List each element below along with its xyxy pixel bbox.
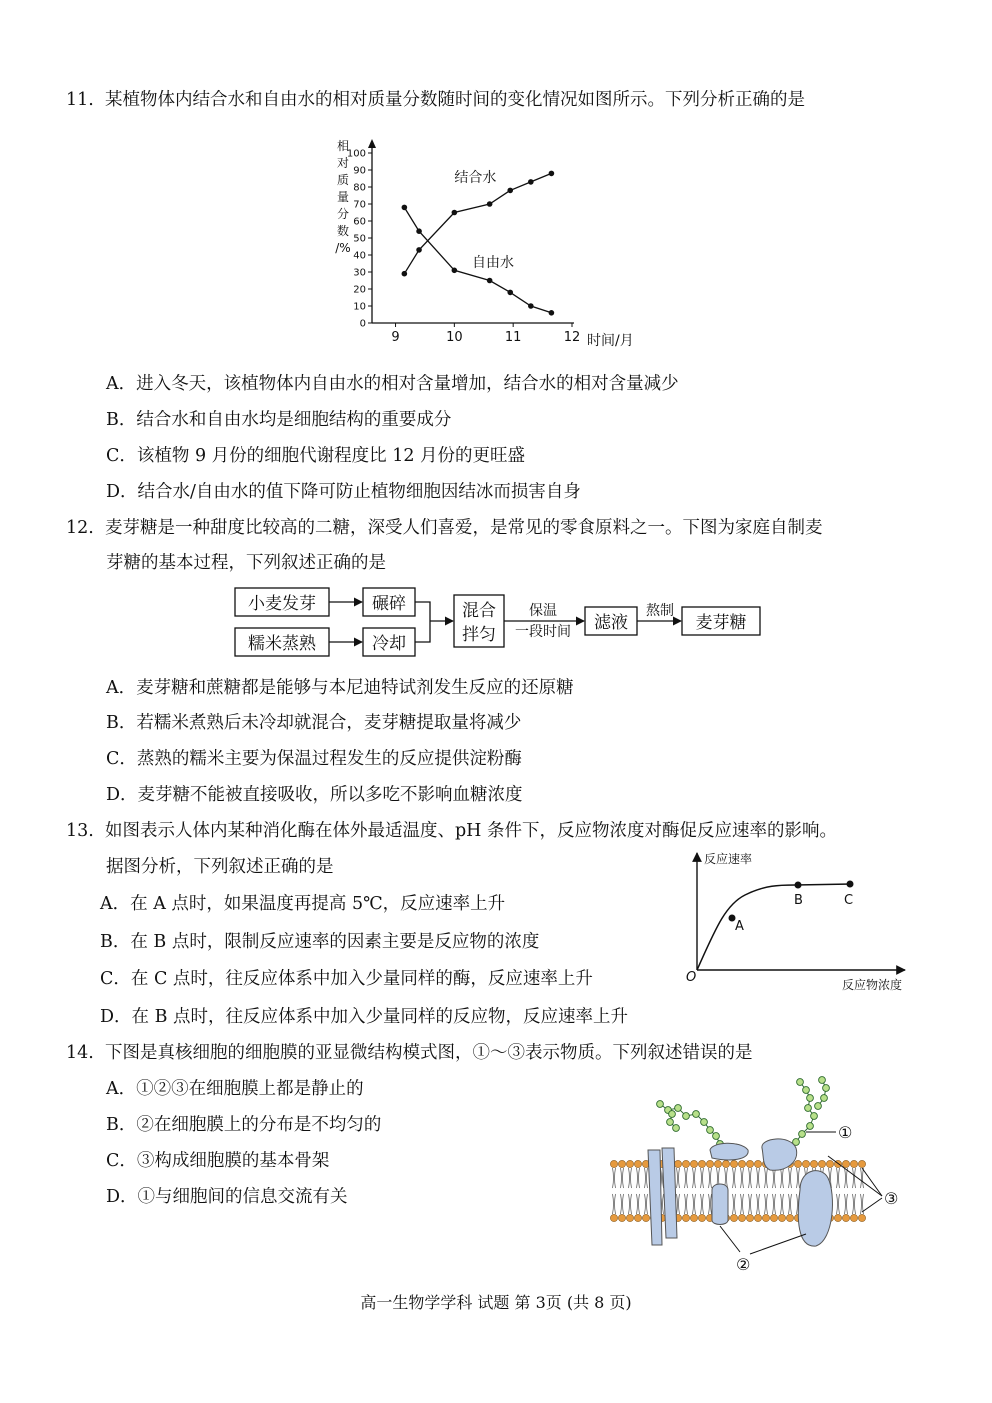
q13-stem-line2: 据图分析，下列叙述正确的是 [106, 857, 334, 877]
sugar-unit [811, 1113, 818, 1120]
q12-stem [66, 517, 822, 539]
q13-enzyme-graph [680, 845, 920, 999]
q13-option-b: B．在 B 点时，限制反应速率的因素主要是反应物的浓度 [100, 932, 540, 952]
flow-label-maltose: 麦芽糖 [695, 613, 747, 633]
lipid-head [858, 1160, 865, 1167]
lipid-tail [693, 1168, 696, 1188]
q11-option-d: D．结合水/自由水的值下降可防止植物细胞因结冰而损害自身 [106, 482, 581, 502]
lipid-head [778, 1214, 785, 1221]
lipid-head [690, 1160, 697, 1167]
lipid-tail [701, 1194, 704, 1214]
flow-label-duration: 一段时间 [515, 624, 571, 640]
sugar-unit [683, 1113, 690, 1120]
q13-option-c: C．在 C 点时，往反应体系中加入少量同样的酶，反应速率上升 [100, 969, 593, 989]
lipid-tail [837, 1168, 840, 1188]
data-point-2 [487, 278, 493, 284]
q14-option-b: B．②在细胞膜上的分布是不均匀的 [106, 1115, 382, 1135]
sugar-unit [823, 1085, 830, 1092]
lipid-tail [685, 1168, 688, 1188]
y-tick-label: 40 [353, 250, 366, 262]
q14-stem [66, 1042, 752, 1064]
lipid-tail [797, 1168, 800, 1188]
sugar-unit [819, 1077, 826, 1084]
sugar-unit [815, 1103, 822, 1110]
lipid-tail [733, 1168, 736, 1188]
lipid-head [706, 1160, 713, 1167]
lipid-head [618, 1214, 625, 1221]
q13-label-c: C [844, 893, 854, 908]
lipid-head [610, 1214, 617, 1221]
lipid-tail [637, 1194, 640, 1214]
flow-bracket [415, 602, 430, 642]
lipid-tail [757, 1168, 760, 1188]
lipid-head [810, 1160, 817, 1167]
protein-embedded-bottom [712, 1184, 728, 1225]
q11-option-a: A．进入冬天，该植物体内自由水的相对含量增加，结合水的相对含量减少 [106, 374, 679, 394]
flow-label-rice: 糯米蒸熟 [248, 634, 316, 654]
q14-option-a: A．①②③在细胞膜上都是静止的 [106, 1079, 364, 1099]
lipid-head [730, 1214, 737, 1221]
lipid-tail [677, 1194, 680, 1214]
lipid-head [834, 1214, 841, 1221]
lipid-head [802, 1160, 809, 1167]
y-tick-label: 70 [353, 199, 366, 211]
lipid-tail [781, 1194, 784, 1214]
x-tick-label: 12 [563, 330, 581, 345]
q11-stem [66, 89, 805, 111]
lipid-tail [749, 1194, 752, 1214]
glycoprotein-sugar-chains [657, 1077, 830, 1152]
data-point-1 [402, 271, 408, 277]
lipid-tail [637, 1168, 640, 1188]
q14-number: 14. [66, 1043, 94, 1063]
lipid-tail [741, 1194, 744, 1214]
sugar-unit [805, 1105, 812, 1112]
lipid-head [618, 1160, 625, 1167]
protein-transmembrane-1 [648, 1150, 662, 1245]
lipid-tail [757, 1194, 760, 1214]
lipid-tail [781, 1168, 784, 1188]
lipid-tail [693, 1194, 696, 1214]
y-axis-label-char: 质 [336, 173, 350, 187]
lipid-tail [749, 1168, 752, 1188]
q11-option-c: C．该植物 9 月份的细胞代谢程度比 12 月份的更旺盛 [106, 446, 526, 466]
x-tick-label: 9 [391, 330, 400, 345]
q13-option-a: A．在 A 点时，如果温度再提高 5℃，反应速率上升 [100, 894, 506, 914]
flow-label-wheat: 小麦发芽 [248, 594, 316, 614]
lipid-head [634, 1160, 641, 1167]
q12-flow-diagram [230, 580, 770, 669]
q13-option-d: D．在 B 点时，往反应体系中加入少量同样的反应物，反应速率上升 [100, 1007, 629, 1027]
data-point-2 [549, 310, 555, 316]
data-point-2 [528, 303, 534, 309]
y-axis-label-char: 相 [336, 139, 350, 153]
lipid-tail [845, 1168, 848, 1188]
y-tick-label: 100 [346, 148, 366, 160]
flow-label-cool: 冷却 [372, 634, 406, 654]
data-point-1 [528, 179, 534, 185]
lipid-tail [709, 1194, 712, 1214]
flow-label-grind: 碾碎 [372, 594, 406, 614]
q13-xlabel: 反应物浓度 [842, 978, 903, 992]
q12-option-d: D．麦芽糖不能被直接吸收，所以多吃不影响血糖浓度 [106, 785, 523, 805]
x-axis-label: 时间/月 [587, 333, 634, 349]
lipid-tail [629, 1194, 632, 1214]
lipid-head [610, 1160, 617, 1167]
lipid-tail [645, 1168, 648, 1188]
sugar-unit [707, 1127, 714, 1134]
lipid-head [738, 1160, 745, 1167]
lipid-head [794, 1160, 801, 1167]
lipid-tail [765, 1194, 768, 1214]
lipid-head [642, 1214, 649, 1221]
lipid-head [682, 1214, 689, 1221]
q14-option-d: D．①与细胞间的信息交流有关 [106, 1187, 348, 1207]
sugar-unit [797, 1079, 804, 1086]
lipid-tail [773, 1194, 776, 1214]
q13-stem-line1: 如图表示人体内某种消化酶在体外最适温度、pH 条件下，反应物浓度对酶促反应速率的影响。 [104, 821, 838, 841]
sugar-unit [669, 1111, 676, 1118]
q12-stem-line1: 麦芽糖是一种甜度比较高的二糖，深受人们喜爱，是常见的零食原料之一。下图为家庭自制麦 [104, 518, 823, 538]
sugar-unit [713, 1133, 720, 1140]
data-point-1 [549, 171, 555, 177]
lipid-head [714, 1160, 721, 1167]
lipid-tail [701, 1168, 704, 1188]
lipid-tail [685, 1194, 688, 1214]
lipid-head [626, 1214, 633, 1221]
flow-label-mix1: 混合 [462, 601, 496, 621]
membrane-proteins [648, 1139, 832, 1246]
y-tick-label: 20 [353, 284, 366, 296]
x-tick-label: 10 [446, 330, 463, 345]
q11-stem-text: 某植物体内结合水和自由水的相对质量分数随时间的变化情况如图所示。下列分析正确的是 [104, 90, 805, 110]
lipid-head [722, 1160, 729, 1167]
lipid-head [626, 1160, 633, 1167]
y-tick-label: 10 [353, 301, 366, 313]
y-axis-label-char: 量 [336, 190, 350, 204]
protein-transmembrane-2 [662, 1148, 677, 1238]
lipid-tail [837, 1194, 840, 1214]
sugar-unit [657, 1101, 664, 1108]
q12-option-b: B．若糯米煮熟后未冷却就混合，麦芽糖提取量将减少 [106, 713, 522, 733]
q12-option-c: C．蒸熟的糯米主要为保温过程发生的反应提供淀粉酶 [106, 749, 522, 769]
label-3: ③ [884, 1189, 899, 1208]
q14-stem-text: 下图是真核细胞的细胞膜的亚显微结构模式图，①～③表示物质。下列叙述错误的是 [104, 1043, 753, 1063]
lipid-tail [621, 1194, 624, 1214]
y-axis-label-char: 分 [336, 207, 350, 221]
page-footer: 高一生物学学科 试题 第 3页 (共 8 页) [360, 1293, 632, 1312]
flow-label-mix2: 拌匀 [462, 625, 496, 645]
lipid-head [850, 1160, 857, 1167]
lipid-tail [621, 1168, 624, 1188]
sugar-unit [803, 1087, 810, 1094]
lipid-head [674, 1160, 681, 1167]
lipid-head [842, 1214, 849, 1221]
lipid-tail [613, 1194, 616, 1214]
q13-number: 13. [66, 821, 94, 841]
sugar-unit [821, 1095, 828, 1102]
lipid-tail [629, 1168, 632, 1188]
data-point-1 [452, 210, 458, 216]
flow-label-boil: 熬制 [646, 603, 674, 619]
lipid-head [762, 1214, 769, 1221]
lipid-head [682, 1160, 689, 1167]
lipid-head [730, 1160, 737, 1167]
lipid-head [754, 1160, 761, 1167]
q13-label-b: B [794, 893, 803, 908]
sugar-unit [673, 1125, 680, 1132]
q12-stem-line2: 芽糖的基本过程，下列叙述正确的是 [106, 553, 386, 573]
y-tick-label: 30 [353, 267, 366, 279]
sugar-unit [807, 1123, 814, 1130]
lipid-tail [733, 1194, 736, 1214]
q13-rate-curve [697, 884, 852, 970]
q13-point-b [795, 882, 802, 889]
lipid-tail [709, 1168, 712, 1188]
y-tick-label: 50 [353, 233, 366, 245]
lipid-head [858, 1214, 865, 1221]
lipid-tail [765, 1168, 768, 1188]
lipid-head [818, 1160, 825, 1167]
sugar-chain [786, 1082, 814, 1148]
lipid-tail [853, 1194, 856, 1214]
q13-point-c [847, 881, 854, 888]
q11-option-b: B．结合水和自由水均是细胞结构的重要成分 [106, 410, 452, 430]
sugar-unit [799, 1131, 806, 1138]
q13-origin: O [686, 970, 697, 985]
lipid-head [786, 1214, 793, 1221]
label-1: ① [838, 1123, 853, 1142]
lipid-head [690, 1214, 697, 1221]
q12-option-a: A．麦芽糖和蔗糖都是能够与本尼迪特试剂发生反应的还原糖 [106, 678, 574, 698]
sugar-chain [818, 1080, 826, 1106]
data-point-2 [452, 268, 458, 274]
lipid-tail [845, 1194, 848, 1214]
sugar-unit [693, 1111, 700, 1118]
sugar-unit [807, 1095, 814, 1102]
q12-number: 12. [66, 518, 94, 538]
lipid-head [826, 1160, 833, 1167]
q11-number: 11. [66, 90, 94, 110]
lipid-tail [861, 1168, 864, 1188]
lipid-head [746, 1214, 753, 1221]
q14-option-c: C．③构成细胞膜的基本骨架 [106, 1151, 330, 1171]
q13-stem [66, 820, 837, 842]
series-label-2: 自由水 [472, 254, 514, 271]
data-point-1 [416, 247, 422, 253]
lipid-tail [613, 1168, 616, 1188]
q13-ylabel: 反应速率 [704, 852, 753, 866]
lipid-head [842, 1160, 849, 1167]
lipid-tail [789, 1194, 792, 1214]
data-point-2 [507, 290, 513, 296]
q14-membrane-diagram [600, 1070, 930, 1284]
lipid-tail [773, 1168, 776, 1188]
data-point-1 [487, 201, 493, 207]
y-axis-label-char: 对 [336, 156, 350, 170]
y-axis-label-char: /% [335, 241, 351, 255]
lipid-head [698, 1214, 705, 1221]
y-tick-label: 60 [353, 216, 366, 228]
label-2: ② [736, 1255, 751, 1274]
lipid-tail [677, 1168, 680, 1188]
x-tick-label: 11 [504, 330, 522, 345]
flow-label-keepwarm: 保温 [529, 603, 557, 619]
sugar-unit [701, 1119, 708, 1126]
lipid-head [738, 1214, 745, 1221]
y-tick-label: 80 [353, 182, 366, 194]
lipid-head [698, 1160, 705, 1167]
y-axis-label-char: 数 [336, 224, 350, 238]
data-point-2 [402, 205, 408, 211]
lipid-head [754, 1214, 761, 1221]
lipid-tail [853, 1168, 856, 1188]
lipid-tail [741, 1168, 744, 1188]
data-point-1 [507, 188, 513, 194]
flow-label-filtrate: 滤液 [594, 613, 628, 633]
y-tick-label: 90 [353, 165, 366, 177]
lipid-head [770, 1214, 777, 1221]
data-point-2 [416, 228, 422, 234]
y-tick-label: 0 [359, 318, 366, 330]
lipid-tail [645, 1194, 648, 1214]
series-label-1: 结合水 [454, 169, 497, 186]
lipid-head [746, 1160, 753, 1167]
q11-line-chart [325, 120, 655, 359]
lipid-head [634, 1214, 641, 1221]
sugar-unit [667, 1119, 674, 1126]
q13-label-a: A [735, 919, 744, 934]
lipid-head [850, 1214, 857, 1221]
lipid-tail [789, 1168, 792, 1188]
sugar-unit [675, 1105, 682, 1112]
protein-peripheral-top [710, 1143, 748, 1160]
